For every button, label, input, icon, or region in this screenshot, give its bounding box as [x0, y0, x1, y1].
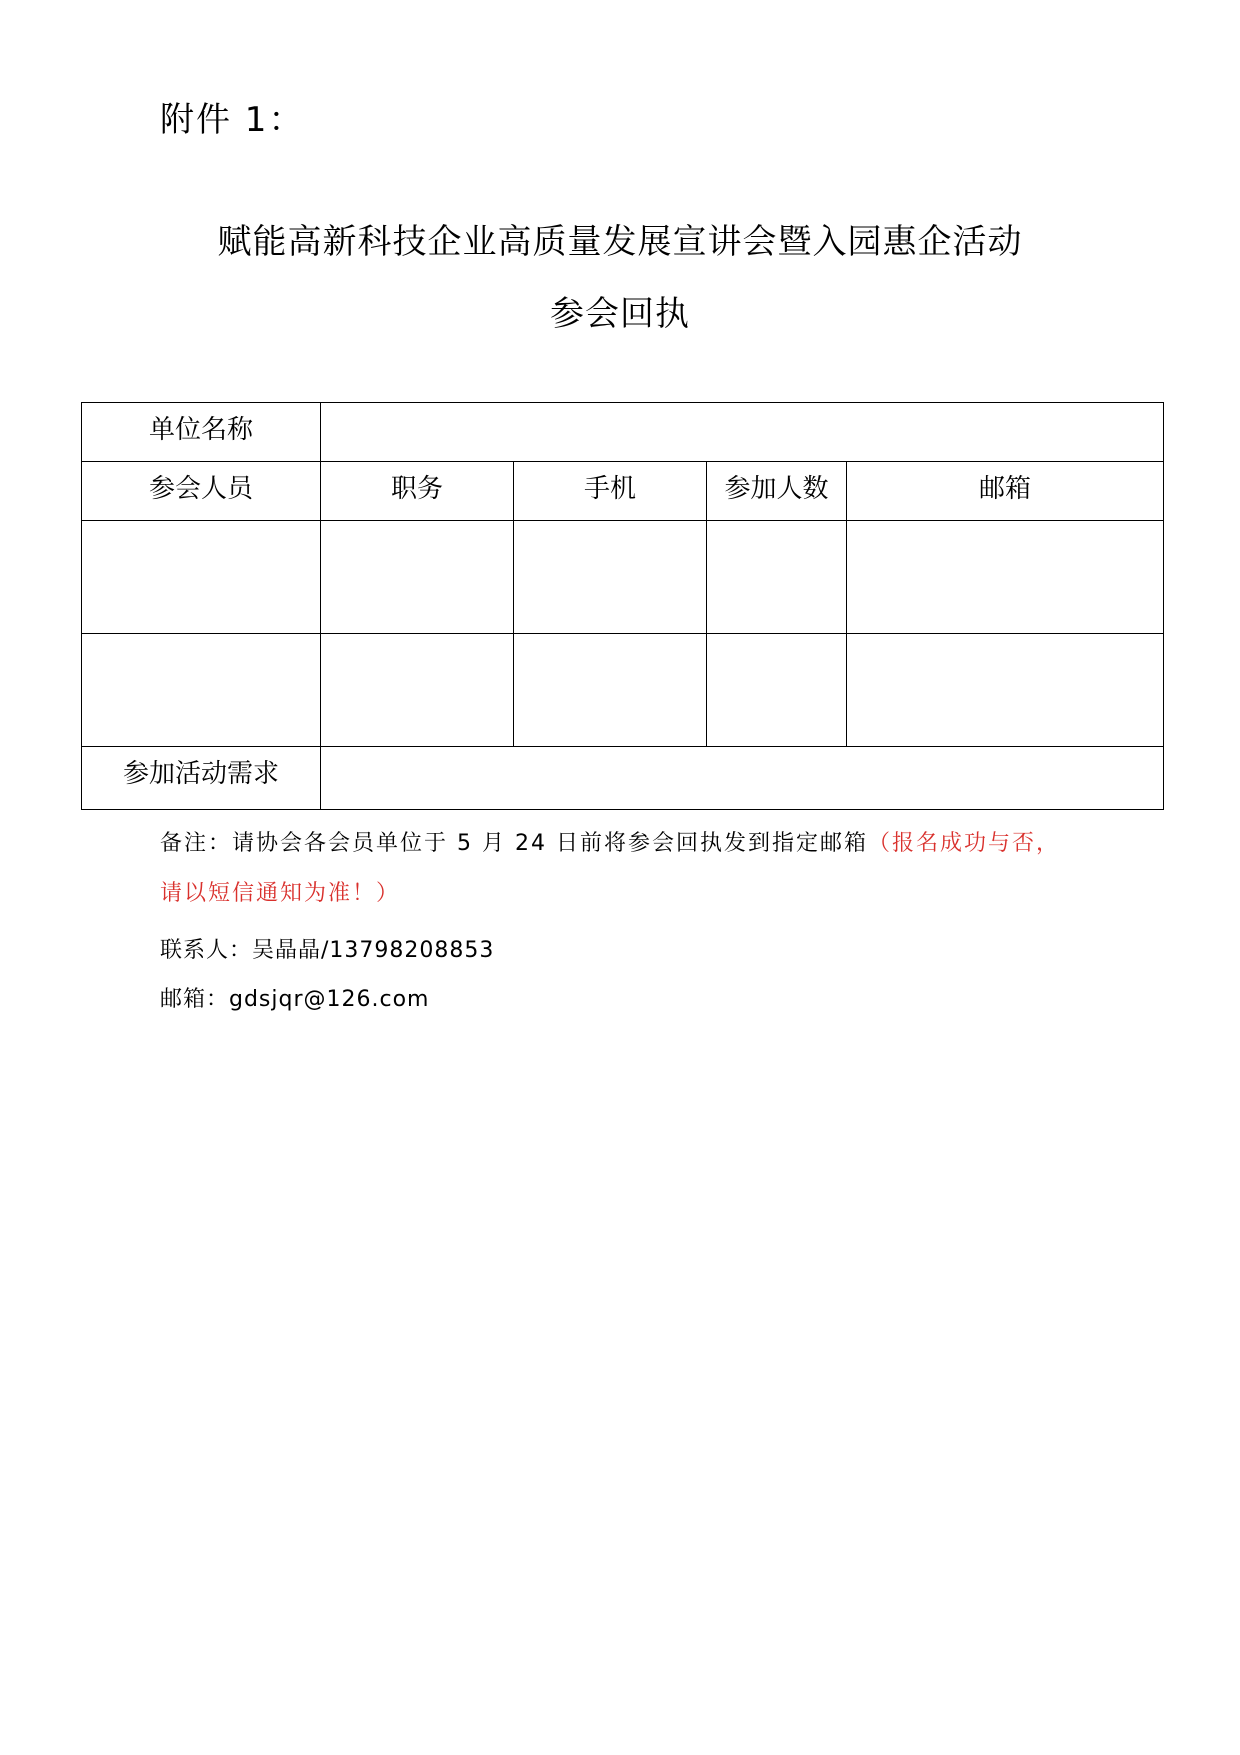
org-name-label-cell — [82, 403, 321, 462]
remark-line-2: 请以短信通知为准！） — [160, 881, 401, 906]
contact-email: 邮箱：gdsjqr@126.com — [160, 987, 430, 1012]
column-header-attendee: 参会人员 — [82, 462, 321, 521]
activity-needs-label: 参加活动需求 — [122, 759, 279, 789]
column-header-row — [82, 462, 1164, 521]
remark-line-1 — [160, 826, 1060, 857]
org-name-row — [82, 403, 1164, 462]
attachment-label: 附件 1： — [160, 100, 305, 140]
document-title: 赋能高新科技企业高质量发展宣讲会暨入园惠企活动 — [217, 222, 1023, 262]
column-header-phone: 手机 — [514, 462, 707, 521]
activity-needs-label-cell — [82, 747, 321, 810]
activity-needs-value[interactable] — [321, 747, 1163, 753]
position-cell[interactable] — [321, 634, 514, 747]
count-cell[interactable] — [707, 634, 847, 747]
org-name-input-cell[interactable] — [321, 403, 1164, 462]
org-name-value[interactable] — [321, 403, 1163, 409]
activity-needs-input-cell[interactable] — [321, 747, 1164, 810]
attendee-cell[interactable] — [82, 634, 321, 747]
column-header-position: 职务 — [321, 462, 514, 521]
phone-cell[interactable] — [514, 521, 707, 634]
column-header-email: 邮箱 — [847, 462, 1164, 521]
attendee-cell[interactable] — [82, 521, 321, 634]
remark-highlight: （报名成功与否， — [867, 831, 1060, 856]
org-name-label: 单位名称 — [148, 415, 253, 445]
table-row — [82, 634, 1164, 747]
email-cell[interactable] — [847, 521, 1164, 634]
count-cell[interactable] — [707, 521, 847, 634]
column-header-count: 参加人数 — [707, 462, 847, 521]
activity-needs-row — [82, 747, 1164, 810]
phone-cell[interactable] — [514, 634, 707, 747]
position-cell[interactable] — [321, 521, 514, 634]
receipt-form-table — [81, 402, 1164, 810]
contact-person: 联系人：吴晶晶/13798208853 — [160, 938, 495, 963]
email-cell[interactable] — [847, 634, 1164, 747]
table-row — [82, 521, 1164, 634]
document-subtitle: 参会回执 — [550, 294, 690, 334]
remark-text: 备注：请协会各会员单位于 5 月 24 日前将参会回执发到指定邮箱 — [160, 831, 868, 856]
